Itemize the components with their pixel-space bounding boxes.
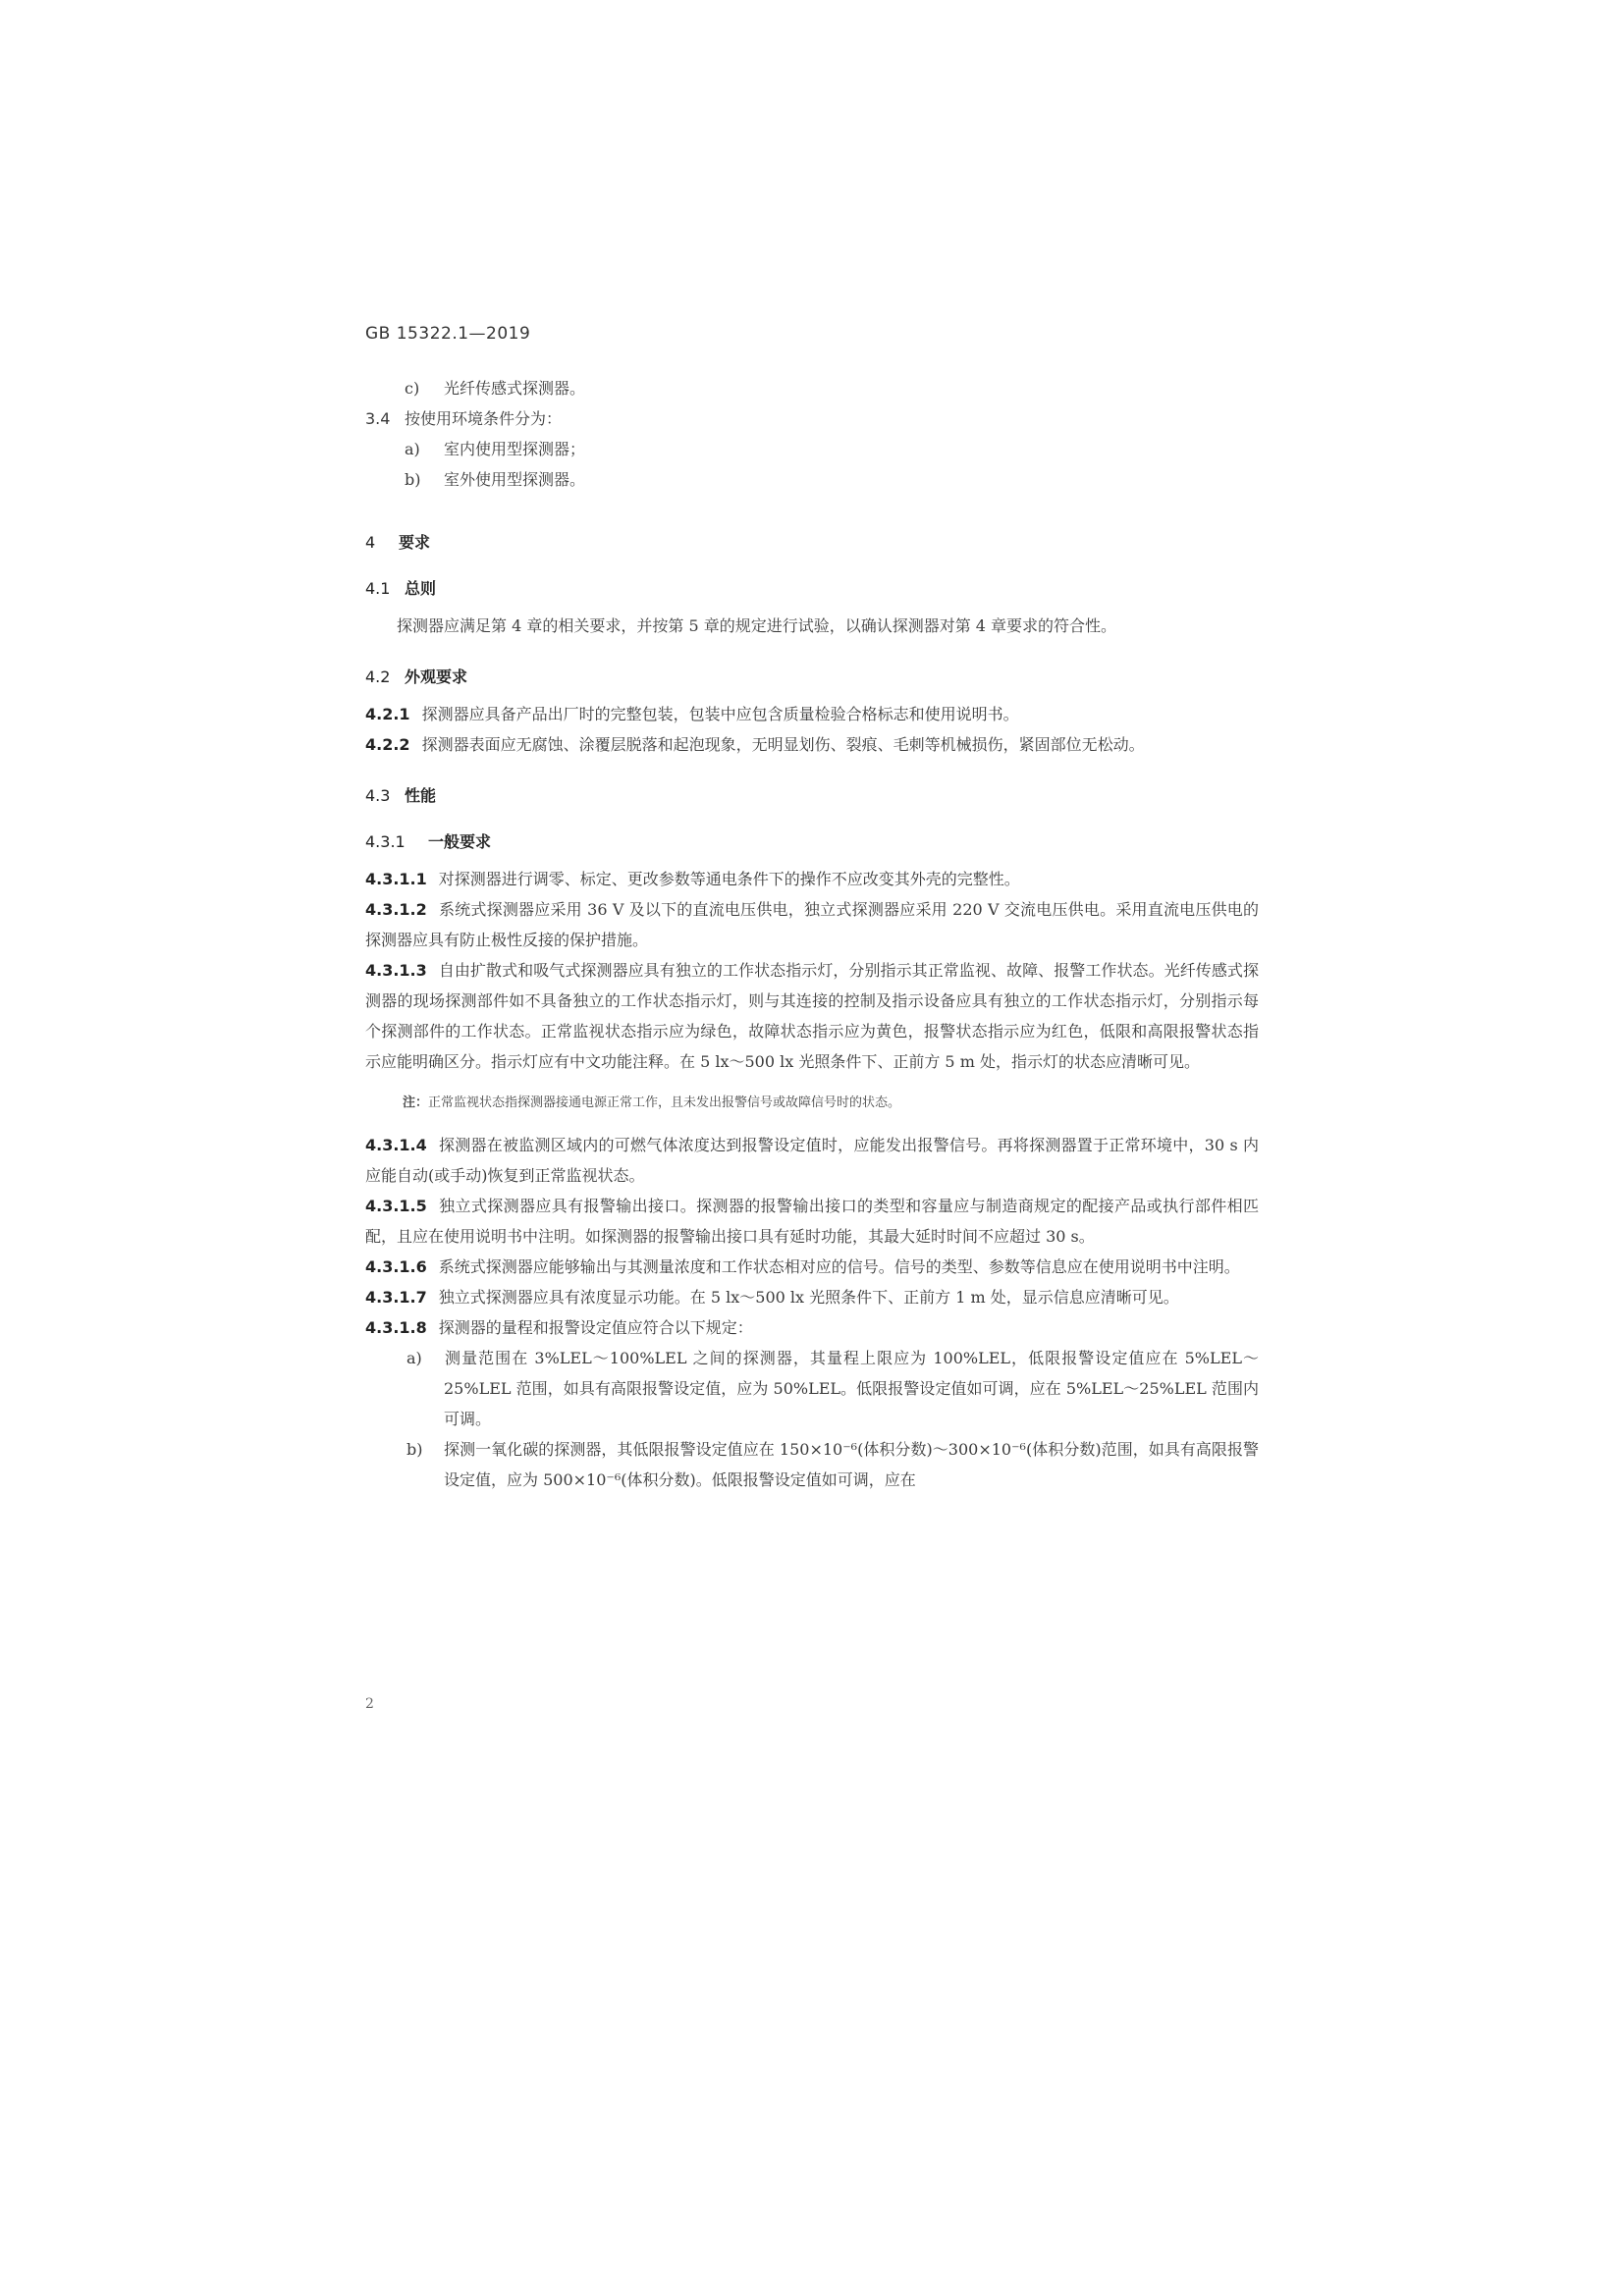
clause-number: 4.3.1.7 bbox=[365, 1288, 427, 1307]
item-label: c) bbox=[405, 379, 420, 398]
clause-4-3-1-2 bbox=[365, 894, 1259, 955]
clause-number: 4.3.1.8 bbox=[365, 1318, 427, 1337]
clause-number: 4.3.1.6 bbox=[365, 1257, 427, 1276]
clause-4-3-1-7 bbox=[365, 1282, 1259, 1312]
section-text: 按使用环境条件分为： bbox=[405, 409, 563, 428]
paragraph: 探测器应满足第 4 章的相关要求，并按第 5 章的规定进行试验，以确认探测器对第 4 章要求的符合性。 bbox=[397, 616, 1117, 635]
clause-4-3-1-6 bbox=[365, 1252, 1259, 1282]
document-page bbox=[365, 324, 1259, 1495]
clause-number: 4.3.1.2 bbox=[365, 900, 427, 919]
clause-text: 系统式探测器应能够输出与其测量浓度和工作状态相对应的信号。信号的类型、参数等信息应在使用说明书中注明。 bbox=[438, 1257, 1240, 1276]
clause-number: 4.3.1.5 bbox=[365, 1197, 427, 1215]
clause-4-3-1-8 bbox=[365, 1312, 1259, 1343]
clause-number: 4.2.1 bbox=[365, 705, 410, 723]
clause-number: 4.3.1.1 bbox=[365, 870, 427, 888]
section-number: 3.4 bbox=[365, 409, 391, 428]
section-number: 4.3 bbox=[365, 786, 391, 805]
section-number: 4.2 bbox=[365, 667, 391, 686]
section-3-4 bbox=[365, 403, 1259, 434]
item-text: 光纤传感式探测器。 bbox=[444, 379, 586, 398]
section-title: 总则 bbox=[405, 579, 437, 598]
clause-4-3-1-3 bbox=[365, 955, 1259, 1077]
clause-number: 4.2.2 bbox=[365, 735, 410, 754]
section-number: 4.1 bbox=[365, 579, 391, 598]
clause-text: 探测器表面应无腐蚀、涂覆层脱落和起泡现象，无明显划伤、裂痕、毛刺等机械损伤，紧固部位无松动。 bbox=[421, 735, 1145, 754]
list-item bbox=[365, 1434, 1259, 1495]
list-item bbox=[365, 434, 1259, 464]
item-label: b) bbox=[406, 1440, 423, 1459]
item-text: 室外使用型探测器。 bbox=[444, 470, 586, 489]
clause-text: 自由扩散式和吸气式探测器应具有独立的工作状态指示灯，分别指示其正常监视、故障、报警工作状态。光纤传感式探测器的现场探测部件如不具备独立的工作状态指示灯，则与其连接的控制及指示设备应具有独立的工作状态指示灯，分别指示每个探测部件的工作状态。正常监视状态指示应为绿色，故障状态指示应为黄色，报警状态指示应为红色，低限和高限报警状态指示应能明确区分。指示灯应有中文功能注释。在 5 lx～500 lx 光照条件下、正前方 5 m 处，指示灯的状态应清晰可见。 bbox=[365, 961, 1259, 1071]
standard-header: GB 15322.1—2019 bbox=[365, 324, 531, 344]
clause-4-3-1-5 bbox=[365, 1191, 1259, 1252]
item-label: a) bbox=[406, 1349, 422, 1367]
list-item bbox=[365, 464, 1259, 495]
item-text: 室内使用型探测器； bbox=[444, 440, 586, 458]
clause-text: 探测器在被监测区域内的可燃气体浓度达到报警设定值时，应能发出报警信号。再将探测器置于正常环境中，30 s 内应能自动(或手动)恢复到正常监视状态。 bbox=[365, 1136, 1259, 1185]
section-4-3-1-heading bbox=[365, 829, 1259, 852]
section-4-1-heading bbox=[365, 576, 1259, 599]
item-label: b) bbox=[405, 470, 421, 489]
clause-text: 探测器应具备产品出厂时的完整包装，包装中应包含质量检验合格标志和使用说明书。 bbox=[421, 705, 1019, 723]
clause-4-3-1-4 bbox=[365, 1130, 1259, 1191]
page-number: 2 bbox=[365, 1696, 374, 1712]
clause-number: 4.3.1.4 bbox=[365, 1136, 427, 1154]
clause-text: 系统式探测器应采用 36 V 及以下的直流电压供电，独立式探测器应采用 220 V 交流电压供电。采用直流电压供电的探测器应具有防止极性反接的保护措施。 bbox=[365, 900, 1259, 949]
section-title: 外观要求 bbox=[405, 667, 468, 686]
clause-4-3-1-1 bbox=[365, 864, 1259, 894]
item-text: 测量范围在 3%LEL～100%LEL 之间的探测器，其量程上限应为 100%LEL，低限报警设定值应在 5%LEL～25%LEL 范围，如具有高限报警设定值，应为 50%LEL。低限报警设定值如可调，应在 5%LEL～25%LEL 范围内可调。 bbox=[444, 1349, 1259, 1428]
section-number: 4 bbox=[365, 533, 376, 552]
section-title: 一般要求 bbox=[428, 832, 492, 851]
clause-4-2-1 bbox=[365, 699, 1259, 729]
clause-text: 探测器的量程和报警设定值应符合以下规定： bbox=[438, 1318, 753, 1337]
section-4-2-heading bbox=[365, 665, 1259, 687]
note bbox=[365, 1090, 1259, 1117]
note-text: 正常监视状态指探测器接通电源正常工作，且未发出报警信号或故障信号时的状态。 bbox=[428, 1095, 901, 1110]
list-item bbox=[365, 373, 1259, 403]
clause-4-2-2 bbox=[365, 729, 1259, 760]
note-label: 注： bbox=[403, 1095, 429, 1110]
section-title: 性能 bbox=[405, 786, 437, 805]
item-label: a) bbox=[405, 440, 420, 458]
clause-number: 4.3.1.3 bbox=[365, 961, 427, 980]
list-item bbox=[365, 1343, 1259, 1434]
clause-text: 独立式探测器应具有浓度显示功能。在 5 lx～500 lx 光照条件下、正前方 1 m 处，显示信息应清晰可见。 bbox=[438, 1288, 1179, 1307]
item-text: 探测一氧化碳的探测器，其低限报警设定值应在 150×10⁻⁶(体积分数)～300×10⁻⁶(体积分数)范围，如具有高限报警设定值，应为 500×10⁻⁶(体积分数)。低限报警设定值如可调，应在 bbox=[444, 1440, 1259, 1489]
clause-text: 对探测器进行调零、标定、更改参数等通电条件下的操作不应改变其外壳的完整性。 bbox=[438, 870, 1020, 888]
section-title: 要求 bbox=[399, 533, 431, 552]
clause-text: 独立式探测器应具有报警输出接口。探测器的报警输出接口的类型和容量应与制造商规定的配接产品或执行部件相匹配，且应在使用说明书中注明。如探测器的报警输出接口具有延时功能，其最大延时时间不应超过 30 s。 bbox=[365, 1197, 1259, 1246]
section-4-3-heading bbox=[365, 783, 1259, 806]
section-4-heading bbox=[365, 530, 1259, 553]
section-number: 4.3.1 bbox=[365, 832, 406, 851]
